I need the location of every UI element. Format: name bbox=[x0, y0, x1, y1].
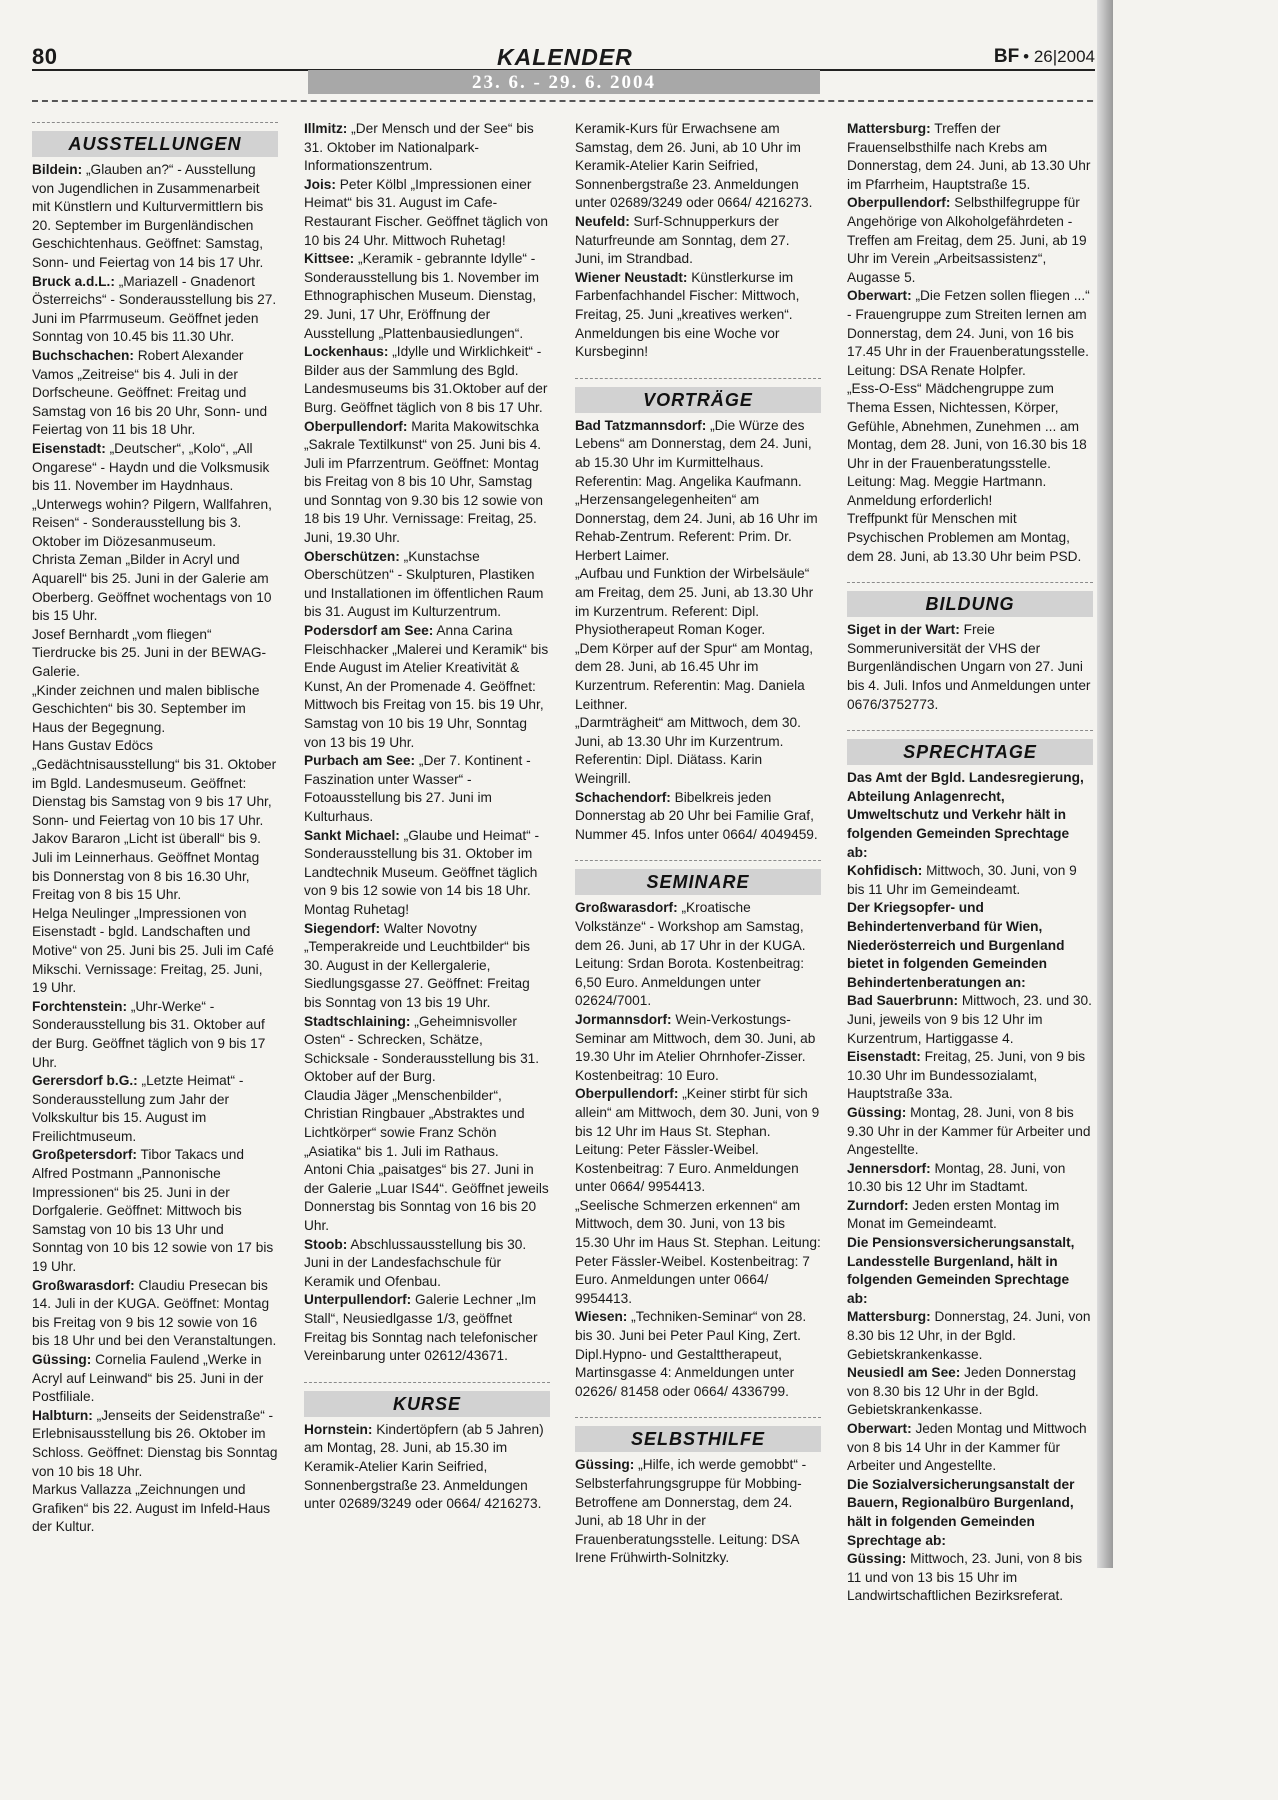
list-item: „Ess-O-Ess“ Mädchengruppe zum Thema Essen, Nichtessen, Körper, Gefühle, Abnehmen, Zunehmen ... am Montag, dem 28. Juni, von 16.30 bis 18 Uhr in der Frauenberatungsstelle. Leitung: Mag. Meggie Hartmann. Anmeldung erforderlich! bbox=[847, 381, 1087, 508]
list-item: Bildein: „Glauben an?“ - Ausstellung von Jugendlichen in Zusammenarbeit mit Künstlern und Kulturvermittlern bis 20. September im Burgenländischen Geschichtenhaus. Geöffnet: Samstag, Sonn- und Feiertag von 14 bis 17 Uhr. bbox=[32, 162, 264, 270]
section-heading bbox=[575, 378, 821, 413]
section-heading bbox=[847, 730, 1093, 765]
list-item: Großpetersdorf: Tibor Takacs und Alfred Postmann „Pannonische Impressionen“ bis 25. Juni in der Dorfgalerie. Geöffnet: Mittwoch bis Samstag von 10 bis 13 Uhr und Sonntag von 10 bis 12 sowie von 17 bis 19 Uhr. bbox=[32, 1147, 274, 1275]
list-item: Kohfidisch: Mittwoch, 30. Juni, von 9 bis 11 Uhr im Gemeindeamt. bbox=[847, 863, 1077, 897]
section-heading bbox=[575, 860, 821, 895]
list-item: Kittsee: „Keramik - gebrannte Idylle“ - Sonderausstellung bis 1. November im Ethnographischen Museum. Dienstag, 29. Juni, 17 Uhr, Eröffnung der Ausstellung „Plattenbausiedlungen“. bbox=[304, 251, 540, 341]
list-item: Oberwart: „Die Fetzen sollen fliegen ...“ - Frauengruppe zum Streiten lernen am Donnerstag, dem 24. Juni, von 16 bis 17.45 Uhr in der Frauenberatungsstelle. Leitung: DSA Renate Holpfer. bbox=[847, 288, 1090, 378]
column-4 bbox=[847, 120, 1093, 1606]
list-item: Oberpullendorf: Selbsthilfegruppe für Angehörige von Alkoholgefährdeten - Treffen am Freitag, dem 25. Juni, ab 19 Uhr im Verein „Arbeitsassistenz“, Augasse 5. bbox=[847, 195, 1087, 285]
page-gutter-shadow bbox=[1097, 0, 1113, 1568]
column-1 bbox=[32, 120, 278, 1537]
list-item: Gerersdorf b.G.: „Letzte Heimat“ - Sonderausstellung zum Jahr der Volkskultur bis 15. August im Freilichtmuseum. bbox=[32, 1073, 244, 1144]
list-item: Keramik-Kurs für Erwachsene am Samstag, dem 26. Juni, ab 10 Uhr im Keramik-Atelier Karin Seifried, Sonnenbergstraße 23. Anmeldungen unter 02689/3249 oder 0664/ 4216273. bbox=[575, 121, 813, 211]
list-item: Das Amt der Bgld. Landesregierung, Abteilung Anlagenrecht, Umweltschutz und Verkehr hält in folgenden Gemeinden Sprechtage ab: bbox=[847, 770, 1084, 860]
column-3 bbox=[575, 120, 821, 1568]
issue-number: • 26|2004 bbox=[1023, 47, 1095, 66]
section-heading bbox=[32, 122, 278, 157]
list-item: Neusiedl am See: Jeden Donnerstag von 8.30 bis 12 Uhr in der Bgld. Gebietskrankenkasse. bbox=[847, 1365, 1077, 1418]
list-item: Siget in der Wart: Freie Sommeruniversität der VHS der Burgenländischen Ungarn von 27. Juni bis 4. Juli. Infos und Anmeldungen unter 0676/3752773. bbox=[847, 622, 1091, 712]
heading-ausstellungen: AUSSTELLUNGEN bbox=[32, 131, 278, 157]
list-item: Der Kriegsopfer- und Behindertenverband für Wien, Niederösterreich und Burgenland bietet in folgenden Gemeinden Behindertenberatungen an: bbox=[847, 900, 1065, 990]
list-item: Die Sozialversicherungsanstalt der Bauern, Regionalbüro Burgenland, hält in folgenden Gemeinden Sprechtage ab: bbox=[847, 1476, 1075, 1548]
page-number: 80 bbox=[32, 44, 58, 69]
list-item: Mattersburg: Donnerstag, 24. Juni, von 8.30 bis 12 Uhr, in der Bgld. Gebietskrankenkasse. bbox=[847, 1309, 1091, 1362]
heading-bildung: BILDUNG bbox=[847, 591, 1093, 617]
list-item: „Dem Körper auf der Spur“ am Montag, dem 28. Juni, ab 16.45 Uhr im Kurzentrum. Referentin: Mag. Daniela Leithner. bbox=[575, 640, 814, 712]
list-item: Sankt Michael: „Glaube und Heimat“ - Sonderausstellung bis 31. Oktober im Landtechnik Museum. Geöffnet täglich von 9 bis 12 sowie von 14 bis 18 Uhr. Montag Ruhetag! bbox=[304, 827, 540, 917]
list-item: Siegendorf: Walter Novotny „Temperakreide und Leuchtbilder“ bis 30. August in der Kellergalerie, Siedlungsgasse 27. Geöffnet: Freitag bis Sonntag von 13 bis 19 Uhr. bbox=[304, 920, 530, 1010]
list-item: Wiesen: „Techniken-Seminar“ von 28. bis 30. Juni bei Peter Paul King, Zert. Dipl.Hypno- und Gestalttherapeut, Martinsgasse 4: Anmeldungen unter 02626/ 81458 oder 0664/ 4336799. bbox=[575, 1309, 807, 1399]
issue-info bbox=[994, 46, 1095, 68]
list-item: „Aufbau und Funktion der Wirbelsäule“ am Freitag, dem 25. Juni, ab 13.30 Uhr im Kurzentrum. Referent: Dipl. Physiotherapeut Roman Koger. bbox=[575, 566, 814, 638]
list-item: Stoob: Abschlussausstellung bis 30. Juni in der Landesfachschule für Keramik und Ofenbau. bbox=[304, 1236, 527, 1289]
list-item: „Kinder zeichnen und malen biblische Geschichten“ bis 30. September im Haus der Begegnung. bbox=[32, 682, 260, 735]
list-item: Bad Tatzmannsdorf: „Die Würze des Lebens“ am Donnerstag, dem 24. Juni, ab 15.30 Uhr im Kurmittelhaus. Referentin: Mag. Angelika Kaufmann. bbox=[575, 417, 812, 489]
list-item: Oberpullendorf: „Keiner stirbt für sich allein“ am Mittwoch, dem 30. Juni, von 9 bis 12 Uhr im Haus St. Stephan. Leitung: Peter Fässler-Weibel. Kostenbeitrag: 7 Euro. Anmeldungen unter 0664/ 9954413. bbox=[575, 1086, 820, 1195]
date-range: 23. 6. - 29. 6. 2004 bbox=[308, 70, 820, 94]
heading-kurse: KURSE bbox=[304, 1391, 550, 1417]
list-item: Eisenstadt: Freitag, 25. Juni, von 9 bis 10.30 Uhr im Bundessozialamt, Hauptstraße 33a. bbox=[847, 1049, 1086, 1102]
list-item: Buchschachen: Robert Alexander Vamos „Zeitreise“ bis 4. Juli in der Dorfscheune. Geöffnet: Freitag und Samstag von 16 bis 20 Uhr, Sonn- und Feiertag von 11 bis 18 Uhr. bbox=[32, 347, 268, 438]
list-item: Oberwart: Jeden Montag und Mittwoch von 8 bis 14 Uhr in der Kammer für Arbeiter und Angestellte. bbox=[847, 1421, 1087, 1474]
list-item: Helga Neulinger „Impressionen von Eisenstadt - bgld. Landschaften und Motive“ von 25. Juni bis 25. Juli im Café Mikschi. Vernissage: Freitag, 25. Juni, 19 Uhr. bbox=[32, 905, 274, 996]
list-item: Neufeld: Surf-Schnupperkurs der Naturfreunde am Sonntag, dem 27. Juni, im Strandbad. bbox=[575, 213, 790, 267]
list-item: Stadtschlaining: „Geheimnisvoller Osten“ - Schrecken, Schätze, Schicksale - Sonderausstellung bis 31. Oktober auf der Burg. bbox=[304, 1013, 540, 1085]
list-item: Antoni Chia „paisatges“ bis 27. Juni in der Galerie „Luar IS44“. Geöffnet jeweils Donnerstag bis Sonntag von 16 bis 20 Uhr. bbox=[304, 1162, 549, 1234]
list-item: Jennersdorf: Montag, 28. Juni, von 10.30 bis 12 Uhr im Stadtamt. bbox=[847, 1160, 1066, 1195]
list-item: Mattersburg: Treffen der Frauenselbsthilfe nach Krebs am Donnerstag, dem 24. Juni, ab 13.30 Uhr im Pfarrheim, Hauptstraße 15. bbox=[847, 121, 1091, 192]
list-item: Oberpullendorf: Marita Makowitschka „Sakrale Textilkunst“ von 25. Juni bis 4. Juli im Pfarrzentrum. Geöffnet: Montag bis Freitag von 8 bis 10 Uhr, Samstag und Sonntag von 9.30 bis 12 sowie von 18 bis 19 Uhr. Vernissage: Freitag, 25. Juni, 19.30 Uhr. bbox=[304, 418, 543, 546]
list-item: Zurndorf: Jeden ersten Montag im Monat im Gemeindeamt. bbox=[847, 1197, 1060, 1232]
list-item: Jormannsdorf: Wein-Verkostungs-Seminar am Mittwoch, dem 30. Juni, ab 19.30 Uhr im Atelier Ohrnhofer-Zisser. Kostenbeitrag: 10 Euro. bbox=[575, 1011, 816, 1083]
list-item: Bad Sauerbrunn: Mittwoch, 23. und 30. Juni, jeweils von 9 bis 12 Uhr im Kurzentrum, Hartiggasse 4. bbox=[847, 993, 1092, 1046]
list-item: Die Pensionsversicherungsanstalt, Landesstelle Burgenland, hält in folgenden Gemeinden Sprechtage ab: bbox=[847, 1235, 1075, 1306]
list-item: Eisenstadt: „Deutscher“, „Kolo“, „All Ongarese“ - Haydn und die Volksmusik bis 11. November im Haydnhaus. bbox=[32, 440, 270, 494]
list-item: „Seelische Schmerzen erkennen“ am Mittwoch, dem 30. Juni, von 13 bis 15.30 Uhr im Haus St. Stephan. Leitung: Peter Fässler-Weibel. Kostenbeitrag: 7 Euro. Anmeldungen unter 0664/ 9954413. bbox=[575, 1197, 821, 1306]
list-item: Großwarasdorf: Claudiu Presecan bis 14. Juli in der KUGA. Geöffnet: Montag bis Freitag von 9 bis 12 sowie von 16 bis 18 Uhr und bei den Veranstaltungen. bbox=[32, 1277, 277, 1349]
list-item: Illmitz: „Der Mensch und der See“ bis 31. Oktober im Nationalpark-Informationszentrum. bbox=[304, 121, 534, 174]
heading-vortraege: VORTRÄGE bbox=[575, 387, 821, 413]
list-item: „Herzensangelegenheiten“ am Donnerstag, dem 24. Juni, ab 16 Uhr im Rehab-Zentrum. Referent: Prim. Dr. Herbert Laimer. bbox=[575, 492, 818, 563]
heading-selbsthilfe: SELBSTHILFE bbox=[575, 1426, 821, 1452]
list-item: Forchtenstein: „Uhr-Werke“ - Sonderausstellung bis 31. Oktober auf der Burg. Geöffnet täglich von 9 bis 17 Uhr. bbox=[32, 998, 266, 1070]
list-item: Markus Vallazza „Zeichnungen und Grafiken“ bis 22. August im Infeld-Haus der Kultur. bbox=[32, 1482, 271, 1535]
list-item: Lockenhaus: „Idylle und Wirklichkeit“ - Bilder aus der Sammlung des Bgld. Landesmuseums bis 31.Oktober auf der Burg. Geöffnet täglich von 8 bis 17 Uhr. bbox=[304, 344, 548, 415]
list-item: Christa Zeman „Bilder in Acryl und Aquarell“ bis 25. Juni in der Galerie am Oberberg. Geöffnet wochentags von 10 bis 15 Uhr. bbox=[32, 552, 272, 624]
list-item: Güssing: Cornelia Faulend „Werke in Acryl auf Leinwand“ bis 25. Juni in der Postfiliale. bbox=[32, 1352, 264, 1405]
section-heading bbox=[304, 1382, 550, 1417]
list-item: Podersdorf am See: Anna Carina Fleischhacker „Malerei und Keramik“ bis Ende August im Atelier Kreativität & Kunst, An der Promenade 4. Geöffnet: Mittwoch bis Freitag von 15. bis 19 Uhr, Samstag von 10 bis 19 Uhr, Sonntag von 13 bis 19 Uhr. bbox=[304, 623, 549, 750]
list-item: Unterpullendorf: Galerie Lechner „Im Stall“, Neusiedlgasse 1/3, geöffnet Freitag bis Sonntag nach telefonischer Vereinbarung unter 02612/43671. bbox=[304, 1292, 538, 1364]
page-header bbox=[32, 44, 1095, 72]
list-item: „Darmträgheit“ am Mittwoch, dem 30. Juni, ab 13.30 Uhr im Kurzentrum. Referentin: Dipl. Diätass. Karin Weingrill. bbox=[575, 715, 801, 786]
list-item: Güssing: Mittwoch, 23. Juni, von 8 bis 11 und von 13 bis 15 Uhr im Landwirtschaftlichen Bezirksreferat. bbox=[847, 1551, 1083, 1604]
list-item: Hans Gustav Edöcs „Gedächtnisausstellung“ bis 31. Oktober im Bgld. Landesmuseum. Geöffnet: Dienstag bis Samstag von 9 bis 17 Uhr, Sonn- und Feiertag von 10 bis 17 Uhr. bbox=[32, 738, 277, 828]
list-item: Purbach am See: „Der 7. Kontinent - Faszination unter Wasser“ - Fotoausstellung bis 27. Juni im Kulturhaus. bbox=[304, 753, 531, 824]
list-item: Güssing: Montag, 28. Juni, von 8 bis 9.30 Uhr in der Kammer für Arbeiter und Angestellte. bbox=[847, 1104, 1091, 1158]
section-heading bbox=[575, 1417, 821, 1452]
section-title: KALENDER bbox=[497, 44, 633, 70]
list-item: Hornstein: Kindertöpfern (ab 5 Jahren) am Montag, 28. Juni, ab 15.30 im Keramik-Atelier Karin Seifried, Sonnenbergstraße 23. Anmeldungen unter 02689/3249 oder 0664/ 4216273. bbox=[304, 1421, 544, 1512]
list-item: Oberschützen: „Kunstachse Oberschützen“ - Skulpturen, Plastiken und Installationen im öffentlichen Raum bis 31. August im Kulturzentrum. bbox=[304, 548, 544, 620]
list-item: Großwarasdorf: „Kroatische Volkstänze“ - Workshop am Samstag, dem 26. Juni, ab 17 Uhr in der KUGA. Leitung: Srdan Borota. Kostenbeitrag: 6,50 Euro. Anmeldungen unter 02624/7001. bbox=[575, 900, 806, 1009]
list-item: Claudia Jäger „Menschenbilder“, Christian Ringbauer „Abstraktes und Lichtkörper“ sowie Franz Schön „Asiatika“ bis 1. Juli im Rathaus. bbox=[304, 1087, 525, 1159]
heading-seminare: SEMINARE bbox=[575, 869, 821, 895]
list-item: Josef Bernhardt „vom fliegen“ Tierdrucke bis 25. Juni in der BEWAG-Galerie. bbox=[32, 626, 267, 680]
list-item: Halbturn: „Jenseits der Seidenstraße“ - Erlebnisausstellung bis 26. Oktober im Schloss. Geöffnet: Dienstag bis Sonntag von 10 bis 18 Uhr. bbox=[32, 1407, 278, 1479]
list-item: Wiener Neustadt: Künstlerkurse im Farbenfachhandel Fischer: Mittwoch, Freitag, 25. Juni „kreatives werken“. Anmeldungen bis eine Woche vor Kursbeginn! bbox=[575, 269, 800, 360]
list-item: Güssing: „Hilfe, ich werde gemobbt“ - Selbsterfahrungsgruppe für Mobbing-Betroffene am Donnerstag, dem 24. Juni, ab 18 Uhr in der Frauenberatungsstelle. Leitung: DSA Irene Frühwirth-Solnitzky. bbox=[575, 1457, 807, 1566]
list-item: „Unterwegs wohin? Pilgern, Wallfahren, Reisen“ - Sonderausstellung bis 3. Oktober im Diözesanmuseum. bbox=[32, 496, 272, 549]
list-item: Treffpunkt für Menschen mit Psychischen Problemen am Montag, dem 28. Juni, ab 13.30 Uhr beim PSD. bbox=[847, 511, 1082, 564]
list-item: Bruck a.d.L.: „Mariazell - Gnadenort Österreichs“ - Sonderausstellung bis 27. Juni im Pfarrmuseum. Geöffnet jeden Sonntag von 10.45 bis 11.30 Uhr. bbox=[32, 273, 277, 345]
list-item: Schachendorf: Bibelkreis jeden Donnerstag ab 20 Uhr bei Familie Graf, Nummer 45. Infos unter 0664/ 4049459. bbox=[575, 789, 818, 842]
section-heading bbox=[847, 582, 1093, 617]
list-item: Jakov Bararon „Licht ist überall“ bis 9. Juli im Leinnerhaus. Geöffnet Montag bis Donnerstag von 8 bis 16.30 Uhr, Freitag von 8 bis 15 Uhr. bbox=[32, 831, 261, 903]
list-item: Jois: Peter Kölbl „Impressionen einer Heimat“ bis 31. August im Cafe-Restaurant Fischer. Geöffnet täglich von 10 bis 24 Uhr. Mittwoch Ruhetag! bbox=[304, 176, 548, 248]
column-2 bbox=[304, 120, 550, 1514]
heading-sprechtage: SPRECHTAGE bbox=[847, 739, 1093, 765]
header-dashed-rule bbox=[32, 100, 1103, 102]
publication-name: BF bbox=[993, 46, 1020, 67]
